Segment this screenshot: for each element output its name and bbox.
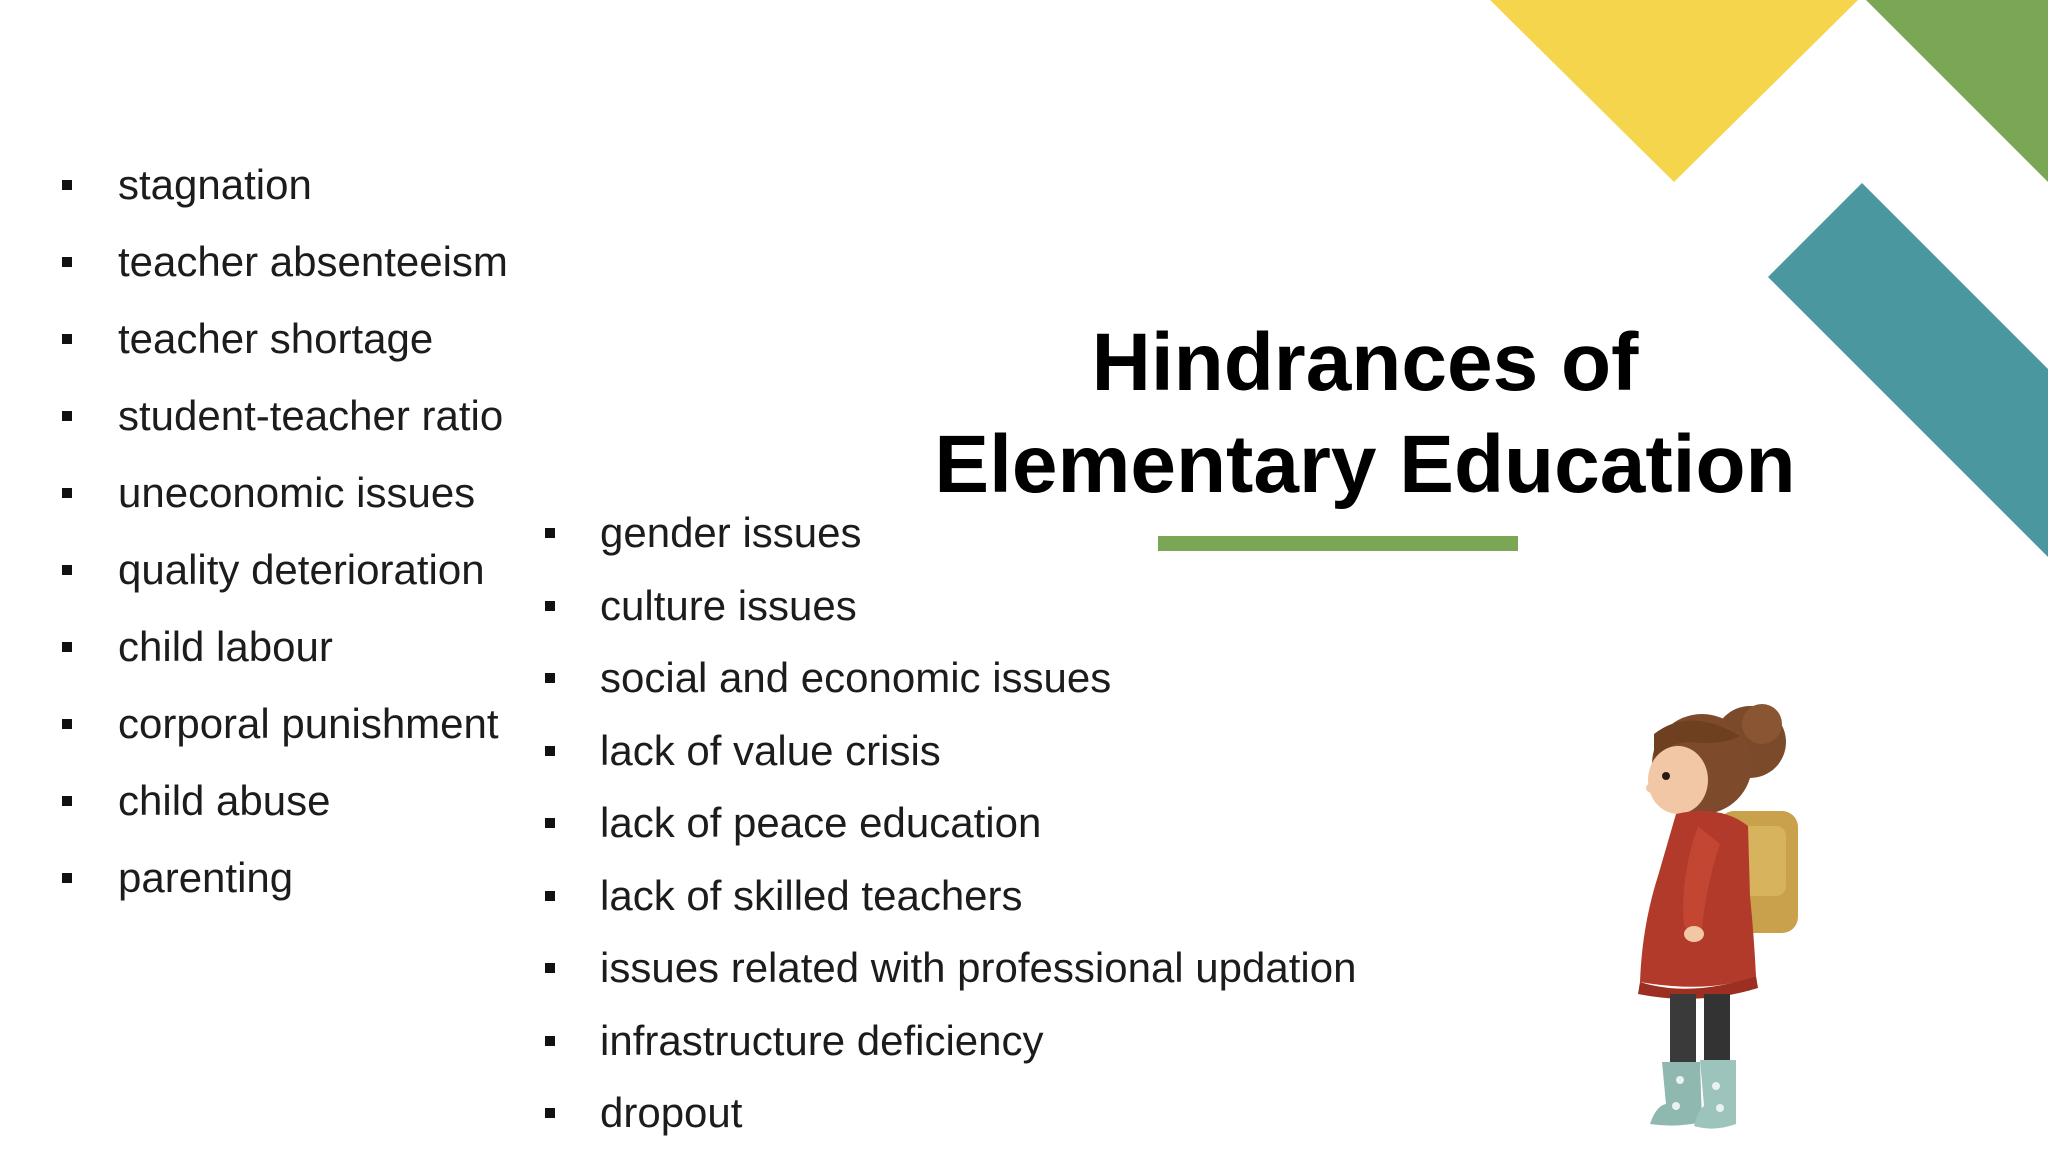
square-bullet-icon xyxy=(545,601,555,611)
square-bullet-icon xyxy=(545,1108,555,1118)
square-bullet-icon xyxy=(62,180,72,190)
square-bullet-icon xyxy=(545,818,555,828)
square-bullet-icon xyxy=(545,673,555,683)
yellow-triangle xyxy=(1490,0,1858,182)
square-bullet-icon xyxy=(545,1036,555,1046)
square-bullet-icon xyxy=(62,334,72,344)
title-line-1: Hindrances of xyxy=(1091,317,1639,408)
slide-title xyxy=(900,312,1830,516)
square-bullet-icon xyxy=(62,411,72,421)
square-bullet-icon xyxy=(62,642,72,652)
square-bullet-icon xyxy=(545,963,555,973)
square-bullet-icon xyxy=(545,746,555,756)
square-bullet-icon xyxy=(545,528,555,538)
green-triangle xyxy=(1866,0,2048,182)
slide: Hindrances of Elementary Education stagnation teacher absenteeism teacher shortage student-teacher ratio uneconomic issues quality deterioration child labour corporal punishment child abuse parenting gender issues culture issues social and economic issues lack of value crisis lack of peace education lack of skilled teachers issues related with professional updation infrastructure deficiency dropout xyxy=(0,0,2048,1152)
title-underline xyxy=(1158,536,1518,551)
square-bullet-icon xyxy=(62,873,72,883)
square-bullet-icon xyxy=(62,488,72,498)
square-bullet-icon xyxy=(545,891,555,901)
square-bullet-icon xyxy=(62,257,72,267)
schoolgirl-illustration xyxy=(1580,676,1820,1140)
square-bullet-icon xyxy=(62,719,72,729)
square-bullet-icon xyxy=(62,565,72,575)
title-line-2: Elementary Education xyxy=(934,419,1796,510)
square-bullet-icon xyxy=(62,796,72,806)
